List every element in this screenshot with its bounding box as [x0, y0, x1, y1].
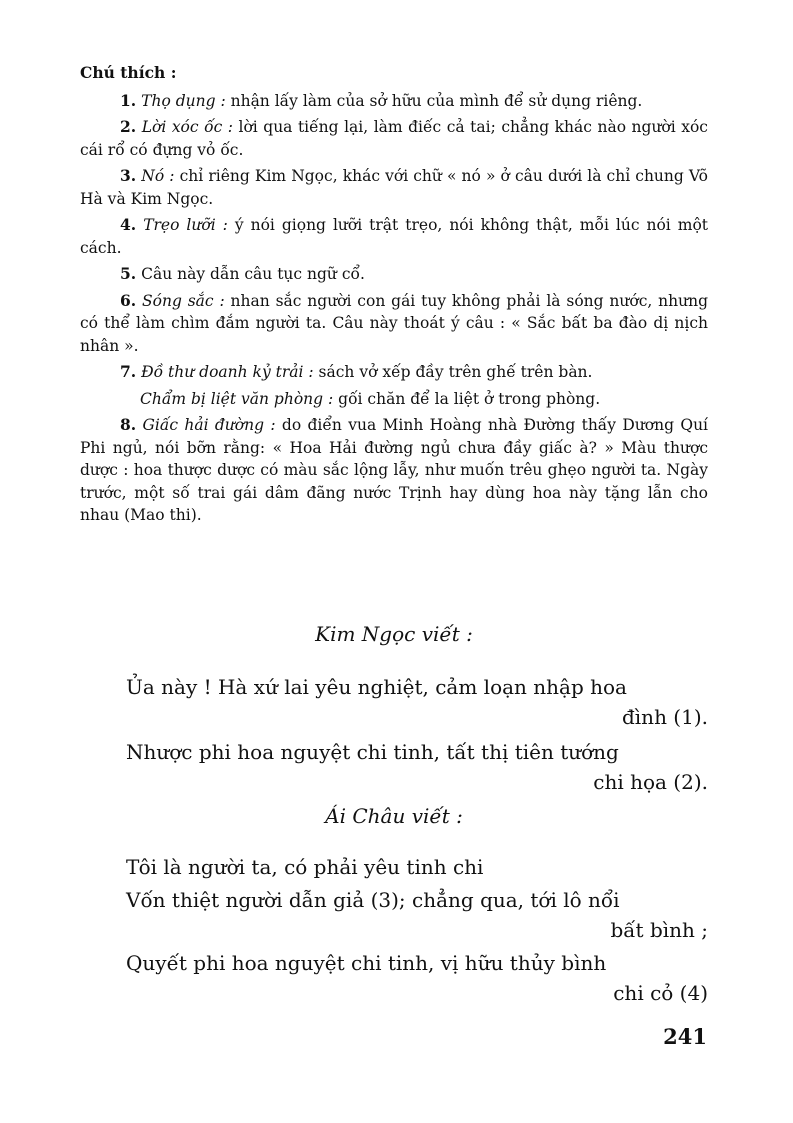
kim-ngoc-section	[80, 622, 708, 797]
footnote-text: lời qua tiếng lại, làm điếc cả tai; chẳng khác nào người xóc cái rổ có đựng vỏ ốc.	[80, 118, 708, 159]
ai-chau-section	[80, 804, 708, 1008]
verse-line: Tôi là người ta, có phải yêu tinh chi	[126, 855, 484, 879]
section-heading: Kim Ngọc viết :	[315, 622, 473, 646]
verse-block	[126, 672, 708, 797]
footnote-1	[80, 90, 708, 113]
footnote-5	[80, 263, 708, 286]
footnote-term: Nó :	[141, 167, 175, 185]
footnote-8	[80, 414, 708, 527]
verse-line: Quyết phi hoa nguyệt chi tinh, vị hữu thủy bình	[126, 951, 607, 975]
footnote-2	[80, 116, 708, 161]
footnote-term: Thọ dụng :	[141, 91, 226, 110]
footnote-text: Câu này dẫn câu tục ngữ cổ.	[141, 265, 365, 283]
footnote-number: 1.	[120, 90, 137, 110]
footnote-number: 6.	[120, 290, 137, 310]
verse-line-continuation: chi cỏ (4)	[613, 981, 708, 1005]
footnote-number: 4.	[120, 215, 137, 234]
footnote-term: Lời xóc ốc :	[141, 118, 233, 136]
footnotes-title: Chú thích :	[80, 63, 177, 82]
footnote-4	[80, 214, 708, 259]
footnote-text: nhan sắc người con gái tuy không phải là sóng nước, nhưng có thể làm chìm đắm người ta. Câu này thoát ý câu : « Sắc bất ba đào dị nịch nhân ».	[80, 291, 708, 355]
footnote-7-continued	[80, 388, 708, 411]
verse-line-continuation: đình (1).	[621, 705, 708, 729]
verse-line-continuation: bất bình ;	[610, 918, 708, 942]
footnote-6	[80, 290, 708, 358]
footnote-term: Trẹo lưỡi :	[143, 216, 228, 234]
footnote-text: ý nói giọng lưỡi trật trẹo, nói không thật, mỗi lúc nói một cách.	[80, 216, 709, 257]
footnote-term: Đồ thư doanh kỷ trải :	[141, 363, 314, 381]
footnote-3	[80, 165, 708, 210]
footnote-term: Chẩm bị liệt văn phòng :	[140, 389, 334, 408]
footnote-number: 5.	[120, 264, 137, 283]
footnote-text: nhận lấy làm của sở hữu của mình để sử dụng riêng.	[225, 91, 643, 110]
footnote-number: 2.	[120, 117, 137, 136]
footnote-number: 7.	[120, 362, 137, 381]
section-heading: Ái Châu viết :	[325, 804, 463, 828]
footnote-text: gối chăn để la liệt ở trong phòng.	[333, 389, 601, 408]
footnote-7	[80, 361, 708, 384]
footnote-number: 8.	[120, 415, 137, 434]
footnote-text: chỉ riêng Kim Ngọc, khác với chữ « nó » ở câu dưới là chỉ chung Võ Hà và Kim Ngọc.	[80, 167, 709, 208]
page-number: 241	[663, 1024, 707, 1049]
footnotes-section	[80, 62, 708, 531]
verse-line: Nhược phi hoa nguyệt chi tinh, tất thị tiên tướng	[126, 740, 619, 764]
footnote-term: Sóng sắc :	[142, 291, 225, 310]
footnote-text: do điển vua Minh Hoàng nhà Đường thấy Dương Quí Phi ngủ, nói bỡn rằng: « Hoa Hải đường ngủ chưa đầy giấc à? » Màu thược dược : hoa thược dược có màu sắc lộng lẫy, như muốn trêu ghẹo người ta. Ngày trước, một số trai gái dâm đãng nước Trịnh hay dùng hoa này tặng lẫn cho nhau (Mao thi).	[80, 416, 709, 524]
verse-line: Vốn thiệt người dẫn giả (3); chẳng qua, tới lô nổi	[126, 888, 620, 912]
footnote-term: Giấc hải đường :	[142, 416, 276, 434]
verse-line-continuation: chi họa (2).	[593, 770, 708, 794]
verse-block	[126, 852, 708, 1008]
footnote-text: sách vở xếp đầy trên ghế trên bàn.	[313, 363, 593, 381]
footnote-number: 3.	[120, 166, 137, 185]
verse-line: Ủa này ! Hà xứ lai yêu nghiệt, cảm loạn nhập hoa	[126, 675, 627, 699]
